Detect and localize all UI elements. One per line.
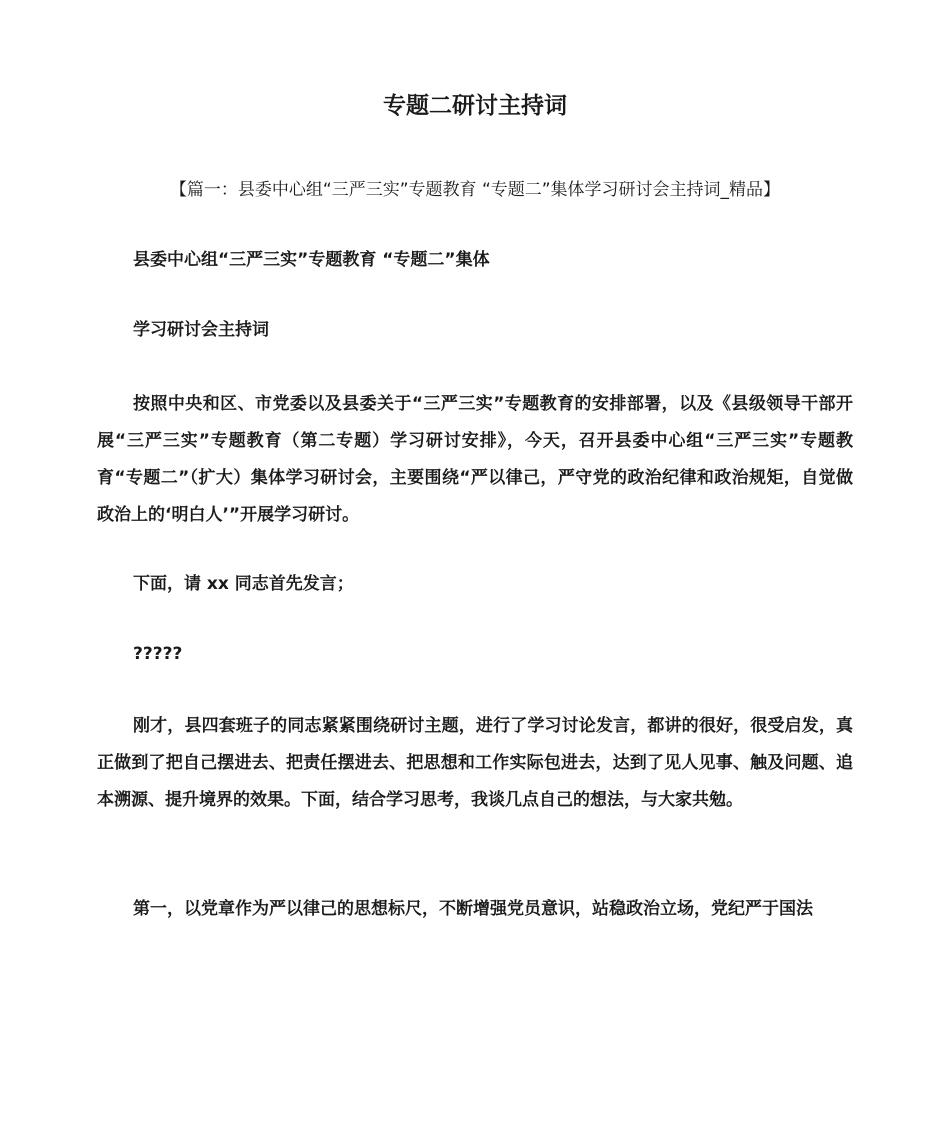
- body-paragraph-point-one: 第一，以党章作为严以律己的思想标尺，不断增强党员意识，站稳政治立场，党纪严于国法: [133, 899, 813, 919]
- section-heading-line2: 学习研讨会主持词: [133, 320, 269, 340]
- body-paragraph-intro: 按照中央和区、市党委以及县委关于“三严三实”专题教育的安排部署，以及《县级领导干部开展“三严三实”专题教育（第二专题）学习研讨安排》，今天，召开县委中心组“三严三实”专题教育“专题二”（扩大）集体学习研讨会，主要围绕“严以律己，严守党的政治纪律和政治规矩，自觉做政治上的‘明白人’”开展学习研讨。: [97, 394, 853, 525]
- section-heading-line1: 县委中心组“三严三实”专题教育 “专题二”集体: [133, 250, 490, 270]
- document-title: 专题二研讨主持词: [383, 93, 567, 119]
- body-paragraph-summary: 刚才，县四套班子的同志紧紧围绕研讨主题，进行了学习讨论发言，都讲的很好，很受启发，真正做到了把自己摆进去、把责任摆进去、把思想和工作实际包进去，达到了见人见事、触及问题、追本溯源、提升境界的效果。下面，结合学习思考，我谈几点自己的想法，与大家共勉。: [97, 716, 853, 810]
- document-subtitle: 【篇一：县委中心组“三严三实”专题教育 “专题二”集体学习研讨会主持词_精品】: [169, 180, 781, 200]
- placeholder-line: ?????: [133, 644, 183, 664]
- next-speaker-line: 下面，请 xx 同志首先发言；: [133, 574, 354, 594]
